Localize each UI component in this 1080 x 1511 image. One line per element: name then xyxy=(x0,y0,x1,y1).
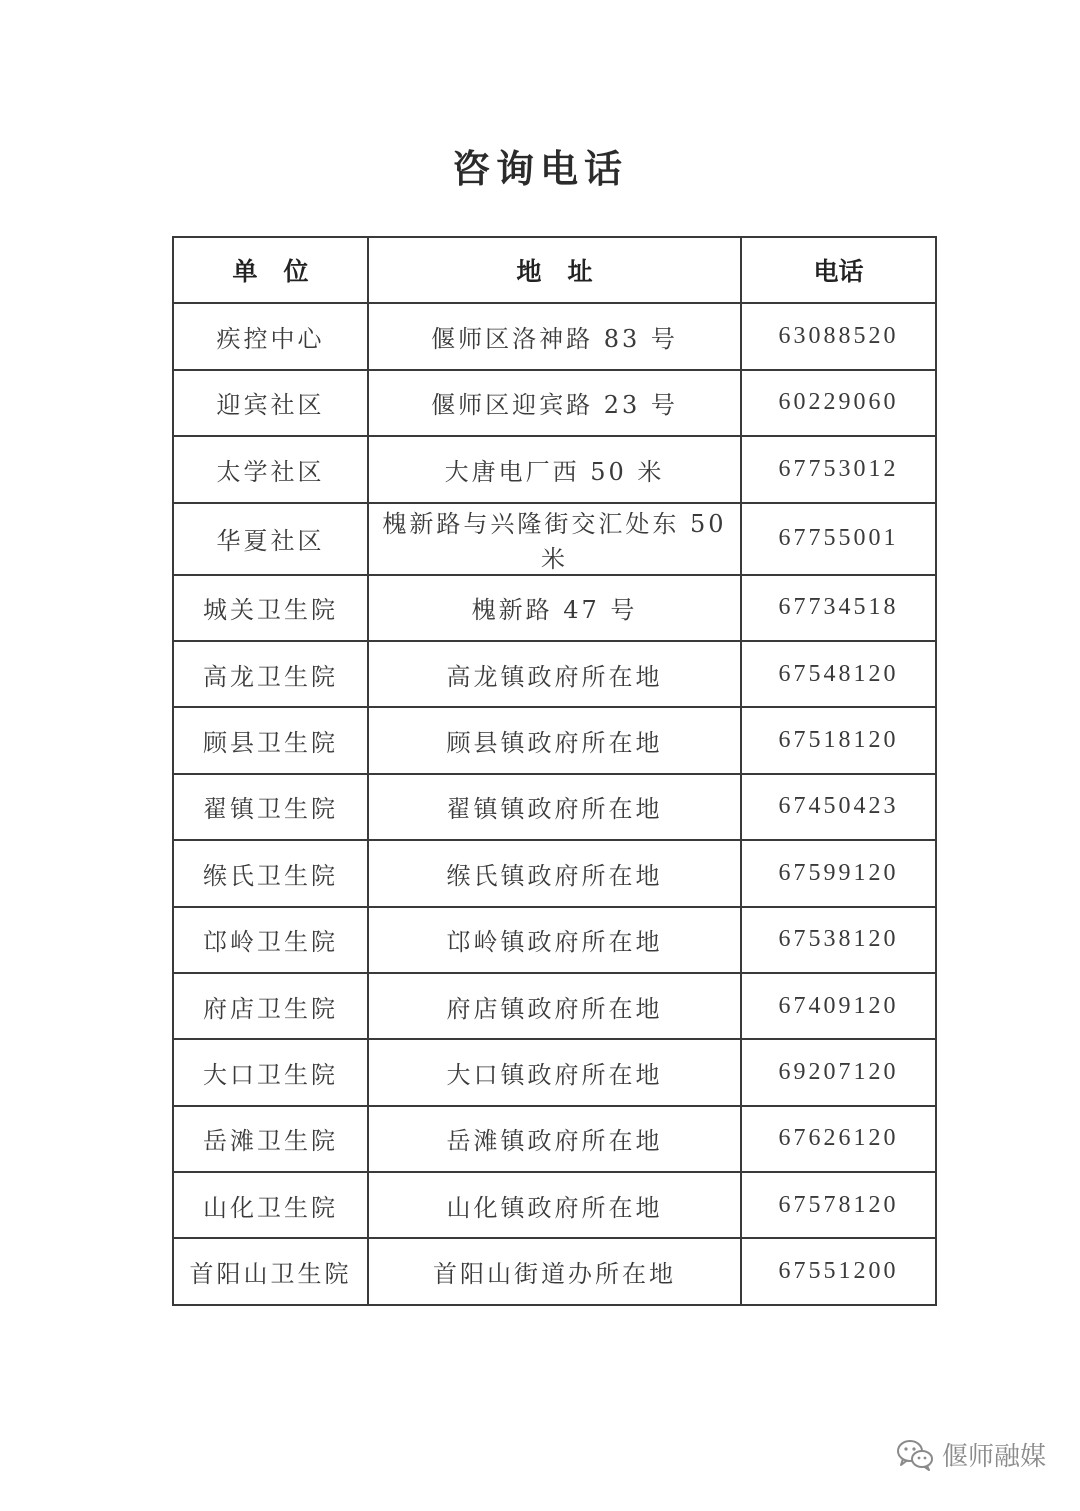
page-title: 咨询电话 xyxy=(451,146,628,191)
address-cell: 高龙镇政府所在地 xyxy=(368,641,741,707)
table-row xyxy=(173,1172,936,1238)
address-cell: 大口镇政府所在地 xyxy=(368,1039,741,1105)
address-cell: 府店镇政府所在地 xyxy=(368,973,741,1039)
table-row xyxy=(173,1238,936,1304)
table-row xyxy=(173,436,936,502)
phone-cell: 67578120 xyxy=(741,1172,936,1238)
wechat-icon xyxy=(896,1439,934,1471)
address-cell: 岳滩镇政府所在地 xyxy=(368,1106,741,1172)
unit-cell: 山化卫生院 xyxy=(173,1172,368,1238)
table-row xyxy=(173,370,936,436)
watermark-label: 偃师融媒 xyxy=(941,1442,1046,1472)
table-row xyxy=(173,1039,936,1105)
address-cell: 槐新路与兴隆街交汇处东 50 米 xyxy=(368,503,741,575)
phone-cell: 69207120 xyxy=(741,1039,936,1105)
unit-cell: 缑氏卫生院 xyxy=(173,840,368,906)
address-cell: 槐新路 47 号 xyxy=(368,575,741,641)
phone-cell: 67518120 xyxy=(741,707,936,773)
table-row xyxy=(173,503,936,575)
address-cell: 大唐电厂西 50 米 xyxy=(368,436,741,502)
address-cell: 山化镇政府所在地 xyxy=(368,1172,741,1238)
table-row xyxy=(173,1106,936,1172)
phone-cell: 67753012 xyxy=(741,436,936,502)
phone-cell: 67548120 xyxy=(741,641,936,707)
phone-cell: 67734518 xyxy=(741,575,936,641)
phone-cell: 67538120 xyxy=(741,907,936,973)
table-header-row xyxy=(173,237,936,303)
address-cell: 邙岭镇政府所在地 xyxy=(368,907,741,973)
watermark xyxy=(896,1436,1046,1473)
unit-cell: 高龙卫生院 xyxy=(173,641,368,707)
column-header-address: 地址 xyxy=(368,237,741,303)
unit-cell: 太学社区 xyxy=(173,436,368,502)
phone-cell: 67551200 xyxy=(741,1238,936,1304)
address-cell: 翟镇镇政府所在地 xyxy=(368,774,741,840)
unit-cell: 顾县卫生院 xyxy=(173,707,368,773)
table-row xyxy=(173,707,936,773)
table-row xyxy=(173,774,936,840)
column-header-phone: 电话 xyxy=(741,237,936,303)
table-row xyxy=(173,840,936,906)
phone-cell: 67626120 xyxy=(741,1106,936,1172)
table-row xyxy=(173,303,936,369)
contact-table xyxy=(172,236,937,1306)
address-cell: 偃师区洛神路 83 号 xyxy=(368,303,741,369)
table-row xyxy=(173,907,936,973)
phone-cell: 67450423 xyxy=(741,774,936,840)
unit-cell: 岳滩卫生院 xyxy=(173,1106,368,1172)
address-cell: 首阳山街道办所在地 xyxy=(368,1238,741,1304)
phone-cell: 67755001 xyxy=(741,503,936,575)
phone-cell: 67409120 xyxy=(741,973,936,1039)
unit-cell: 迎宾社区 xyxy=(173,370,368,436)
address-cell: 顾县镇政府所在地 xyxy=(368,707,741,773)
address-cell: 偃师区迎宾路 23 号 xyxy=(368,370,741,436)
unit-cell: 大口卫生院 xyxy=(173,1039,368,1105)
phone-cell: 67599120 xyxy=(741,840,936,906)
unit-cell: 首阳山卫生院 xyxy=(173,1238,368,1304)
unit-cell: 城关卫生院 xyxy=(173,575,368,641)
phone-cell: 63088520 xyxy=(741,303,936,369)
table-row xyxy=(173,973,936,1039)
unit-cell: 华夏社区 xyxy=(173,503,368,575)
unit-cell: 府店卫生院 xyxy=(173,973,368,1039)
unit-cell: 邙岭卫生院 xyxy=(173,907,368,973)
column-header-unit: 单位 xyxy=(173,237,368,303)
address-cell: 缑氏镇政府所在地 xyxy=(368,840,741,906)
unit-cell: 翟镇卫生院 xyxy=(173,774,368,840)
phone-cell: 60229060 xyxy=(741,370,936,436)
unit-cell: 疾控中心 xyxy=(173,303,368,369)
table-row xyxy=(173,575,936,641)
table-row xyxy=(173,641,936,707)
